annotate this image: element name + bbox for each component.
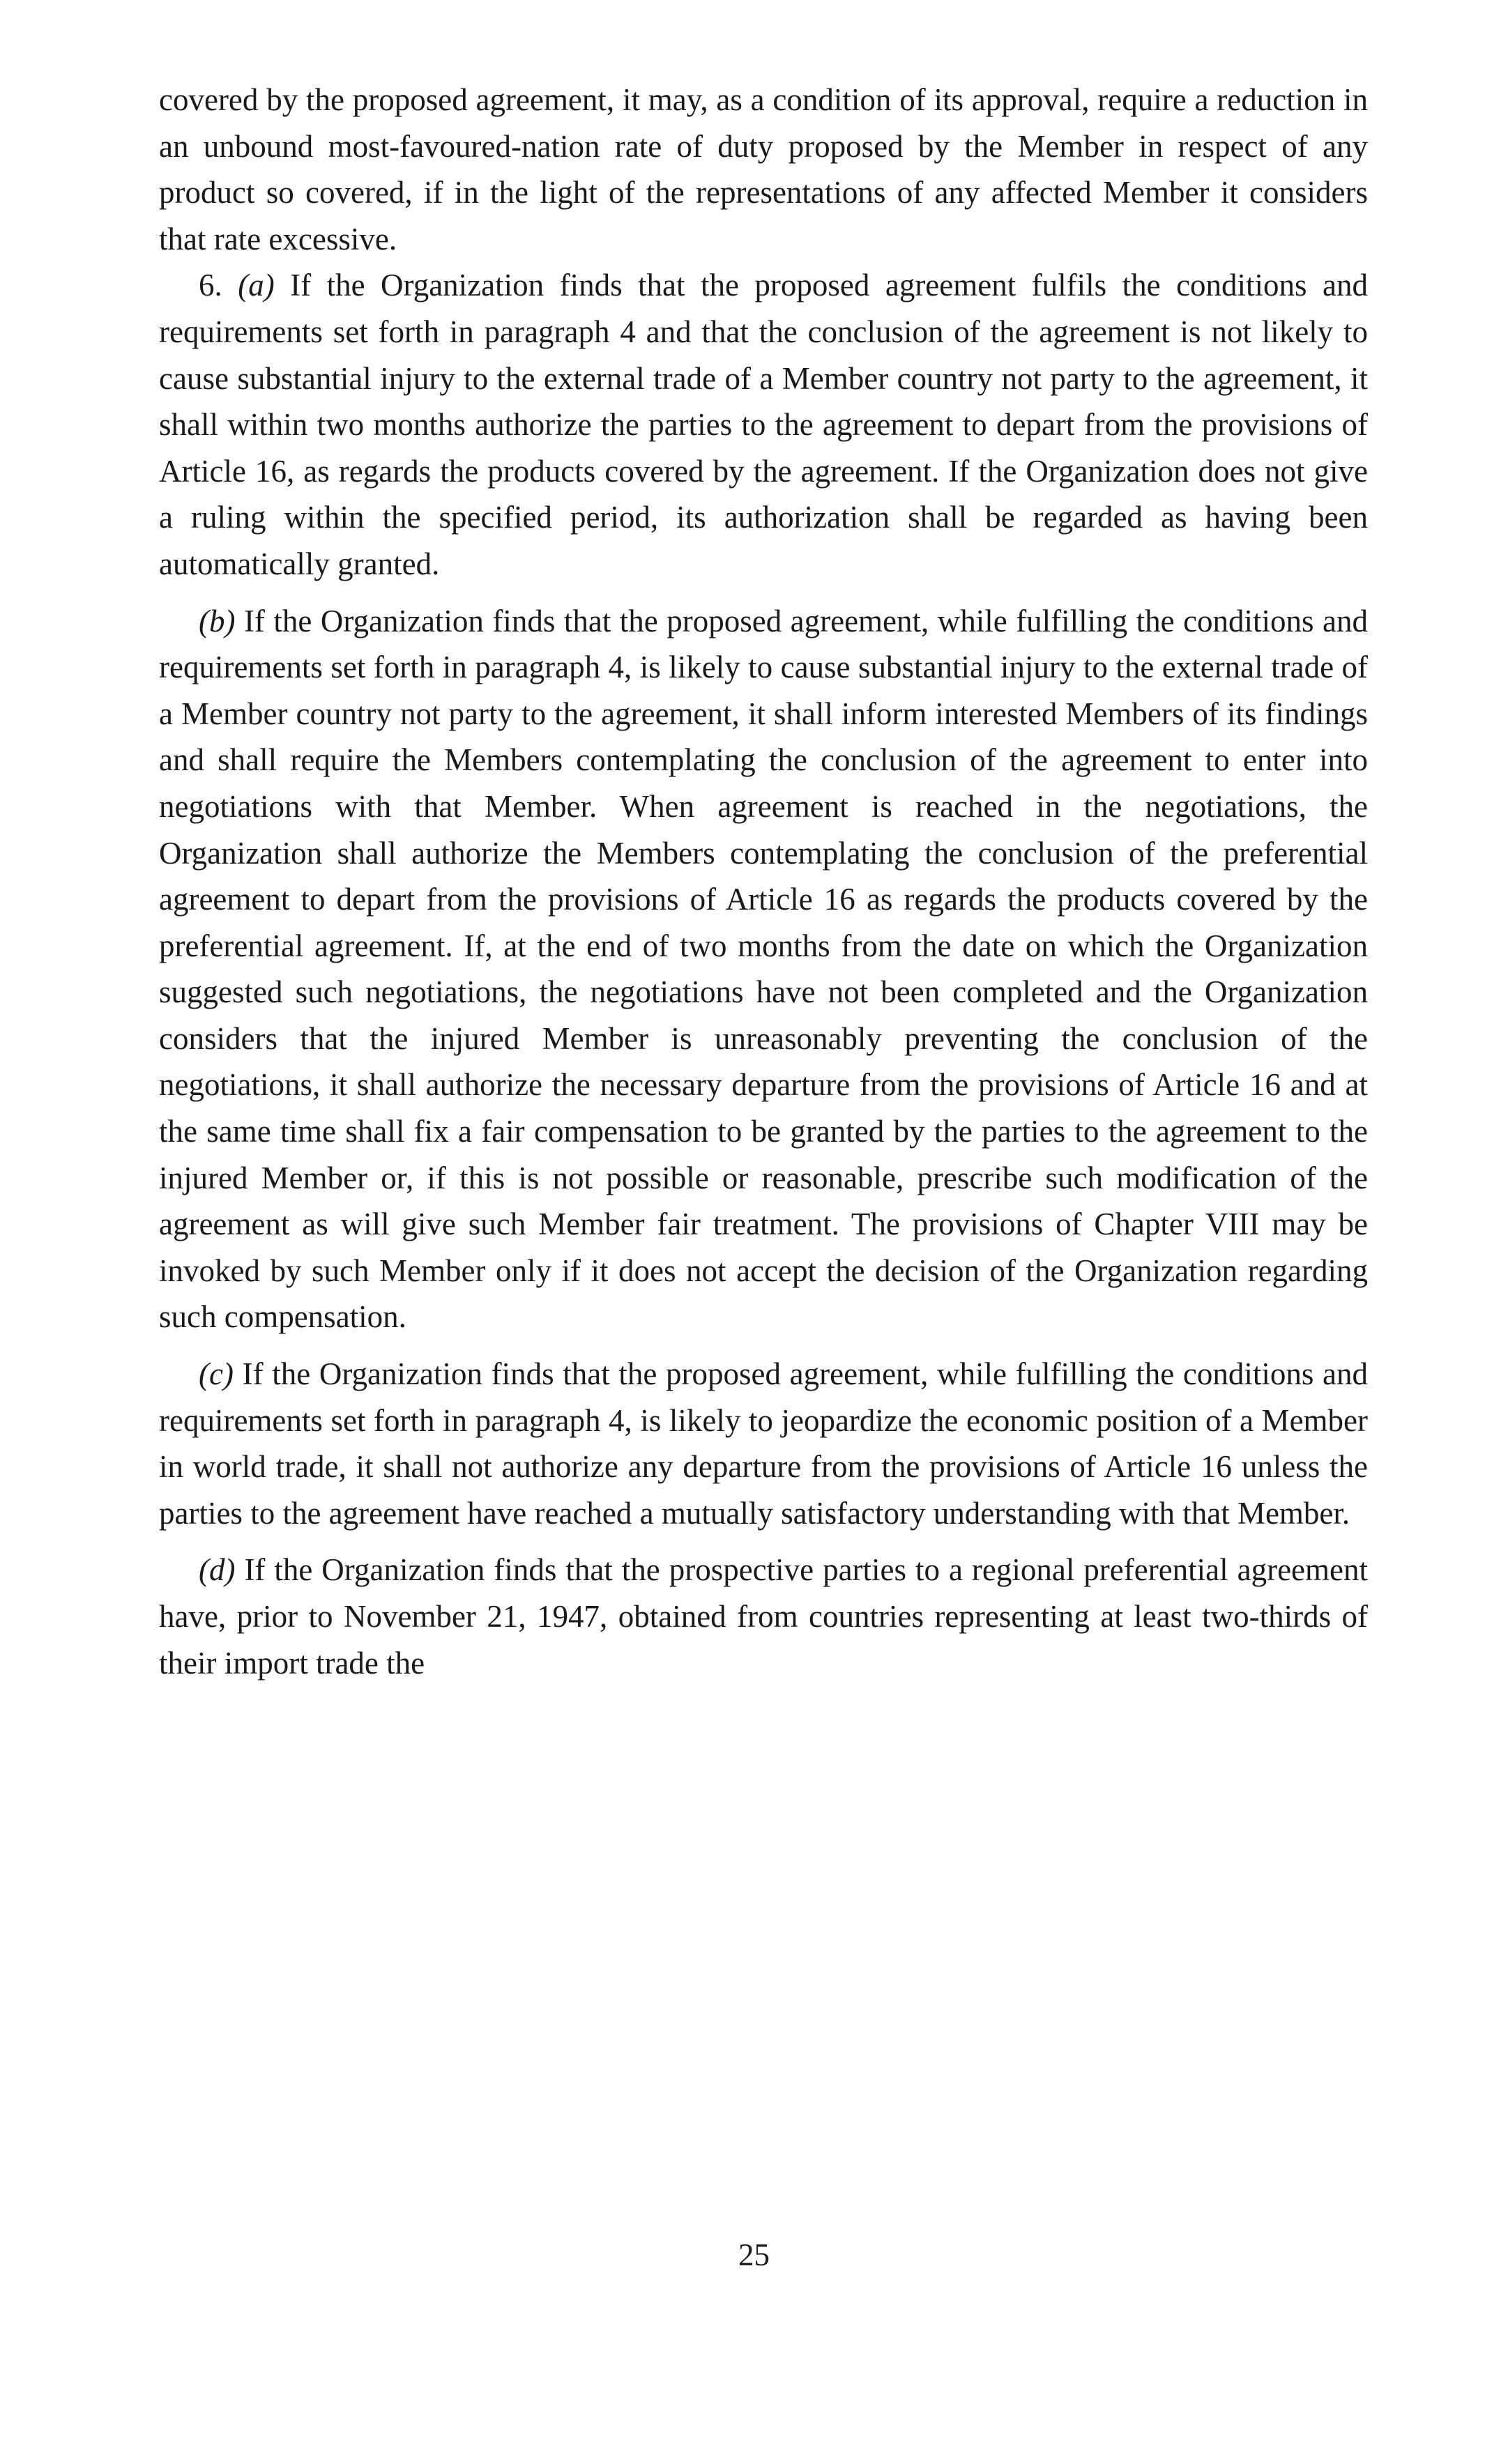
paragraph-text: covered by the proposed agreement, it may, as a condition of its approval, require a reduction in an unbound most-favoured-nation rate of duty proposed by the Member in respect of any product so covered, if in the light of the representations of any affected Member it considers that rate excessive. bbox=[159, 82, 1368, 257]
paragraph-6d bbox=[159, 1547, 1368, 1686]
clause-marker-a: (a) bbox=[238, 268, 275, 303]
document-page bbox=[159, 77, 1368, 1686]
paragraph-number: 6. bbox=[199, 268, 238, 303]
clause-marker-d: (d) bbox=[199, 1552, 236, 1588]
paragraph-6a bbox=[159, 262, 1368, 587]
paragraph-text: If the Organization finds that the proposed agreement, while fulfilling the conditions and requirements set forth in paragraph 4, is likely to cause substantial injury to the external trade of a Member country not party to the agreement, it shall inform interested Members of its findings and shall require the Members contemplating the conclusion of the agreement to enter into negotiations with that Member. When agreement is reached in the negotiations, the Organization shall authorize the Members contemplating the conclusion of the preferential agreement to depart from the provisions of Article 16 as regards the products covered by the preferential agreement. If, at the end of two months from the date on which the Organization suggested such negotiations, the negotiations have not been completed and the Organization considers that the injured Member is unreasonably preventing the conclusion of the negotiations, it shall authorize the necessary departure from the provisions of Article 16 and at the same time shall fix a fair compensation to be granted by the parties to the agreement to the injured Member or, if this is not possible or reasonable, prescribe such modification of the agreement as will give such Member fair treatment. The provisions of Chapter VIII may be invoked by such Member only if it does not accept the decision of the Organization regarding such compensation. bbox=[159, 603, 1368, 1335]
clause-marker-b: (b) bbox=[199, 603, 236, 638]
paragraph-continuation bbox=[159, 77, 1368, 262]
paragraph-text: If the Organization finds that the prospective parties to a regional preferential agreement have, prior to November 21, 1947, obtained from countries representing at least two-thirds of their import trade the bbox=[159, 1552, 1368, 1681]
paragraph-6c bbox=[159, 1351, 1368, 1536]
paragraph-6b bbox=[159, 598, 1368, 1341]
paragraph-text: If the Organization finds that the proposed agreement fulfils the conditions and requirements set forth in paragraph 4 and that the conclusion of the agreement is not likely to cause substantial injury to the external trade of a Member country not party to the agreement, it shall within two months authorize the parties to the agreement to depart from the provisions of Article 16, as regards the products covered by the agreement. If the Organization does not give a ruling within the specified period, its authorization shall be regarded as having been automatically granted. bbox=[159, 268, 1368, 581]
clause-marker-c: (c) bbox=[199, 1356, 234, 1392]
page-number: 25 bbox=[738, 2237, 770, 2272]
paragraph-text: If the Organization finds that the proposed agreement, while fulfilling the conditions and requirements set forth in paragraph 4, is likely to jeopardize the economic position of a Member in world trade, it shall not authorize any departure from the provisions of Article 16 unless the parties to the agreement have reached a mutually satisfactory understanding with that Member. bbox=[159, 1356, 1368, 1531]
